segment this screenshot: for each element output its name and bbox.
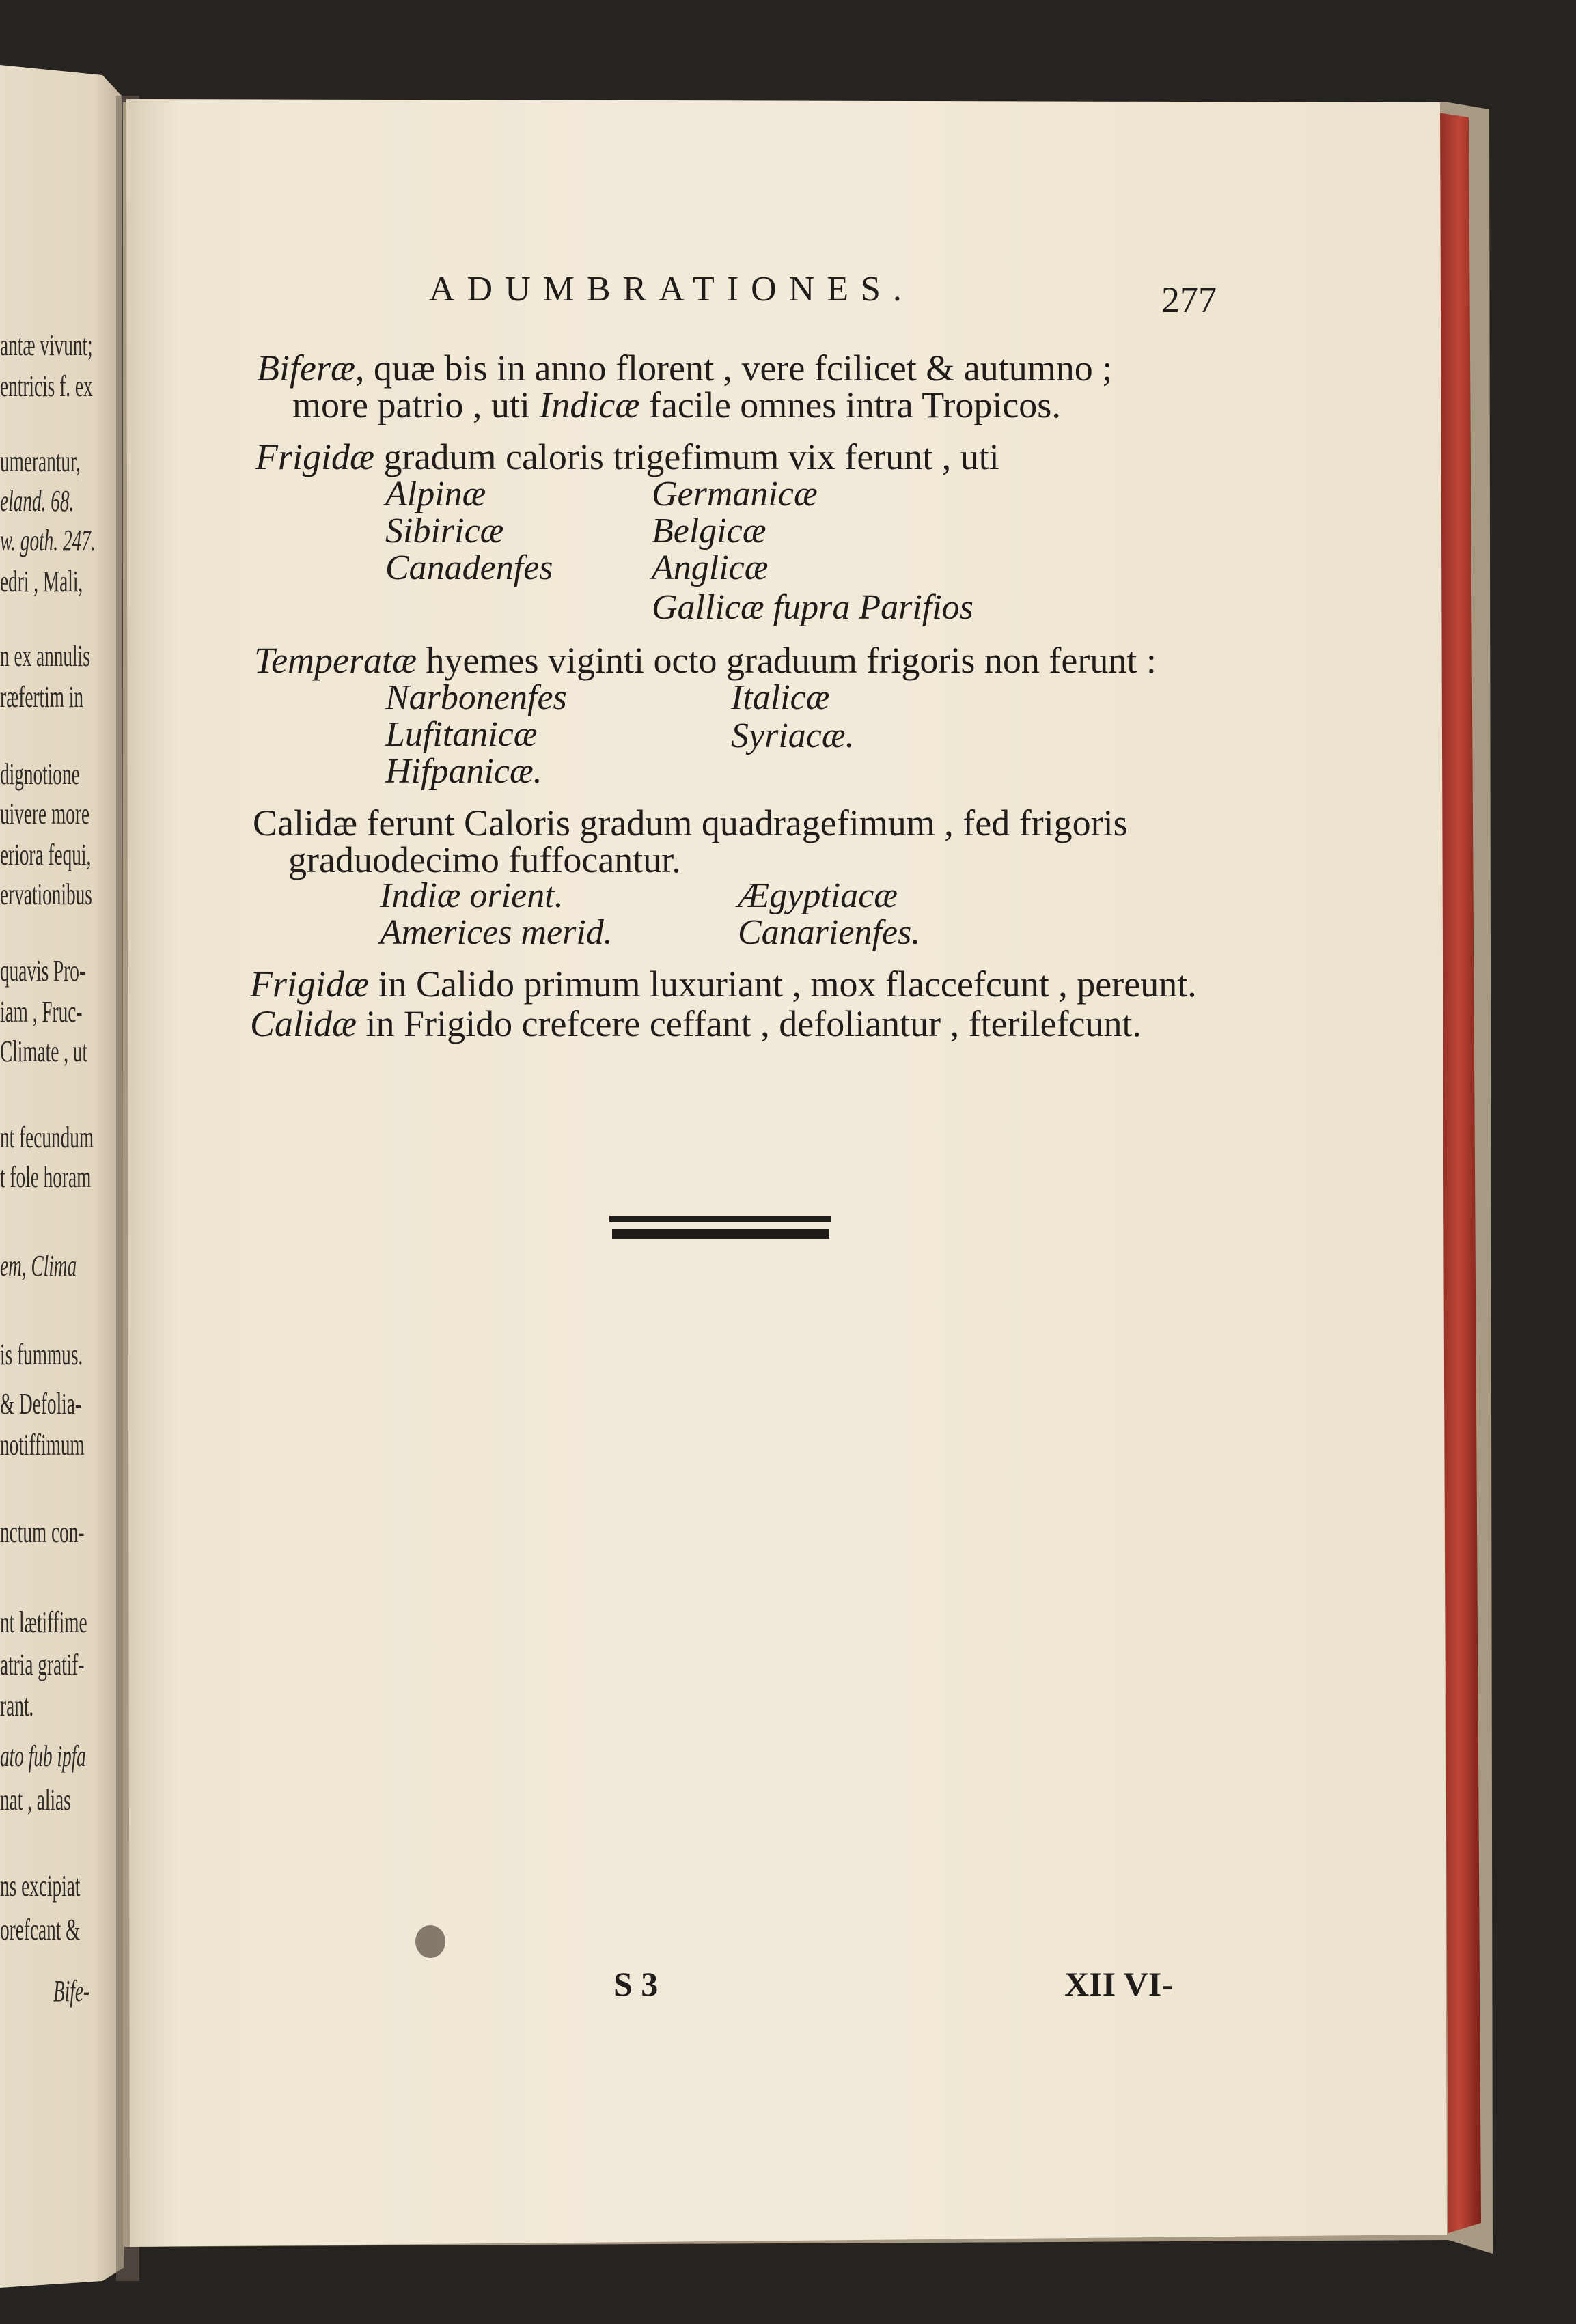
frigidae-col2-item: Gallicæ fupra Parifios — [652, 588, 973, 627]
left-fragment: notiffimum — [0, 1428, 85, 1461]
left-fragment: eland. 68. — [0, 484, 74, 518]
left-fragment: uivere more — [0, 797, 90, 830]
left-fragment: w. goth. 247. — [0, 524, 96, 557]
page-number: 277 — [1161, 279, 1217, 320]
left-fragment: nt fecundum — [0, 1121, 94, 1154]
left-fragment: is fummus. — [0, 1338, 83, 1371]
biferae-term: Indicæ — [539, 384, 640, 425]
signature-mark: S 3 — [613, 1965, 659, 2003]
left-fragment: t fole horam — [0, 1160, 92, 1194]
calidae-col2-item: Ægyptiacæ — [738, 876, 898, 915]
left-fragment: umerantur, — [0, 445, 81, 478]
calidae-line-1: Calidæ ferunt Caloris gradum quadragefimum , fed frigoris — [253, 802, 1128, 843]
frigidae-lead: Frigidæ — [255, 436, 375, 477]
left-fragment: eriora fequi, — [0, 838, 92, 871]
temperatae-text: hyemes viginti octo graduum frigoris non ferunt : — [426, 640, 1157, 681]
calidae-col2-item: Canarienfes. — [738, 913, 921, 952]
frigidae-col2-item: Germanicæ — [652, 475, 818, 514]
running-title: ADUMBRATIONES. — [429, 270, 914, 309]
catchword: XII VI- — [1064, 1965, 1173, 2003]
calidae-line-2: graduodecimo fuffocantur. — [288, 839, 681, 880]
left-fragment: nctum con- — [0, 1515, 85, 1549]
biferae-lead: Biferæ — [257, 348, 355, 389]
closing-line-2 — [250, 1005, 1142, 1042]
left-fragment: atria gratif- — [0, 1648, 85, 1681]
frigidae-col1-item: Alpinæ — [385, 475, 486, 514]
temperatae-col2-item: Syriacæ. — [731, 716, 855, 755]
left-fragment: antæ vivunt; — [0, 328, 93, 362]
left-fragment: quavis Pro- — [0, 954, 86, 988]
left-fragment: entricis f. ex — [0, 369, 93, 403]
left-fragment: ræfertim in — [0, 680, 83, 714]
left-fragment: em, Clima — [0, 1249, 77, 1283]
left-fragment: ato fub ipfa — [0, 1739, 86, 1773]
closing-line-1 — [250, 966, 1197, 1003]
frigidae-col1-item: Canadenfes — [385, 548, 553, 587]
left-fragment: Bife- — [53, 1974, 90, 2008]
calidae-col1-item: Indiæ orient. — [380, 876, 564, 915]
temperatae-col1-item: Hifpanicæ. — [385, 752, 542, 791]
left-fragment: nt lætiffime — [0, 1606, 87, 1639]
closing-text-1: in Calido primum luxuriant , mox flaccefcunt , pereunt. — [378, 964, 1197, 1005]
temperatae-col1-item: Narbonenfes — [385, 678, 567, 717]
temperatae-col2-item: Italicæ — [731, 678, 830, 717]
biferae-text-1: , quæ bis in anno florent , vere fcilicet & autumno ; — [355, 348, 1113, 389]
left-fragment: orefcant & — [0, 1913, 81, 1946]
temperatae-lead: Temperatæ — [254, 640, 417, 681]
calidae-col1-item: Americes merid. — [380, 913, 613, 952]
frigidae-col2-item: Anglicæ — [652, 548, 769, 587]
biferae-text-2b: facile omnes intra Tropicos. — [648, 384, 1061, 425]
left-fragment: iam , Fruc- — [0, 995, 83, 1028]
closing-lead-2: Calidæ — [250, 1003, 357, 1044]
left-fragment: & Defolia- — [0, 1387, 81, 1420]
frigidae-line — [255, 438, 999, 475]
left-fragment: dignotione — [0, 757, 80, 791]
left-fragment: rant. — [0, 1689, 34, 1722]
left-fragment: nat , alias — [0, 1783, 71, 1817]
decorative-rule-bottom — [612, 1229, 829, 1239]
biferae-line-1 — [257, 350, 1112, 387]
frigidae-col2-item: Belgicæ — [652, 512, 766, 550]
left-fragment: edri , Mali, — [0, 565, 83, 598]
biferae-text-2a: more patrio , uti — [292, 384, 530, 425]
biferae-line-2 — [292, 384, 1061, 425]
closing-text-2: in Frigido crefcere ceffant , defoliantur , fterilefcunt. — [365, 1003, 1142, 1044]
temperatae-line — [254, 642, 1157, 679]
left-fragment: Climate , ut — [0, 1035, 88, 1068]
decorative-rule-top — [609, 1216, 831, 1222]
frigidae-text: gradum caloris trigefimum vix ferunt , uti — [383, 436, 999, 477]
temperatae-col1-item: Lufitanicæ — [385, 715, 538, 754]
frigidae-col1-item: Sibiricæ — [385, 512, 504, 550]
paper-spot — [415, 1925, 445, 1958]
left-fragment: ervationibus — [0, 878, 92, 911]
closing-lead-1: Frigidæ — [250, 964, 370, 1005]
left-fragment: ns excipiat — [0, 1869, 81, 1903]
left-fragment: n ex annulis — [0, 639, 90, 673]
